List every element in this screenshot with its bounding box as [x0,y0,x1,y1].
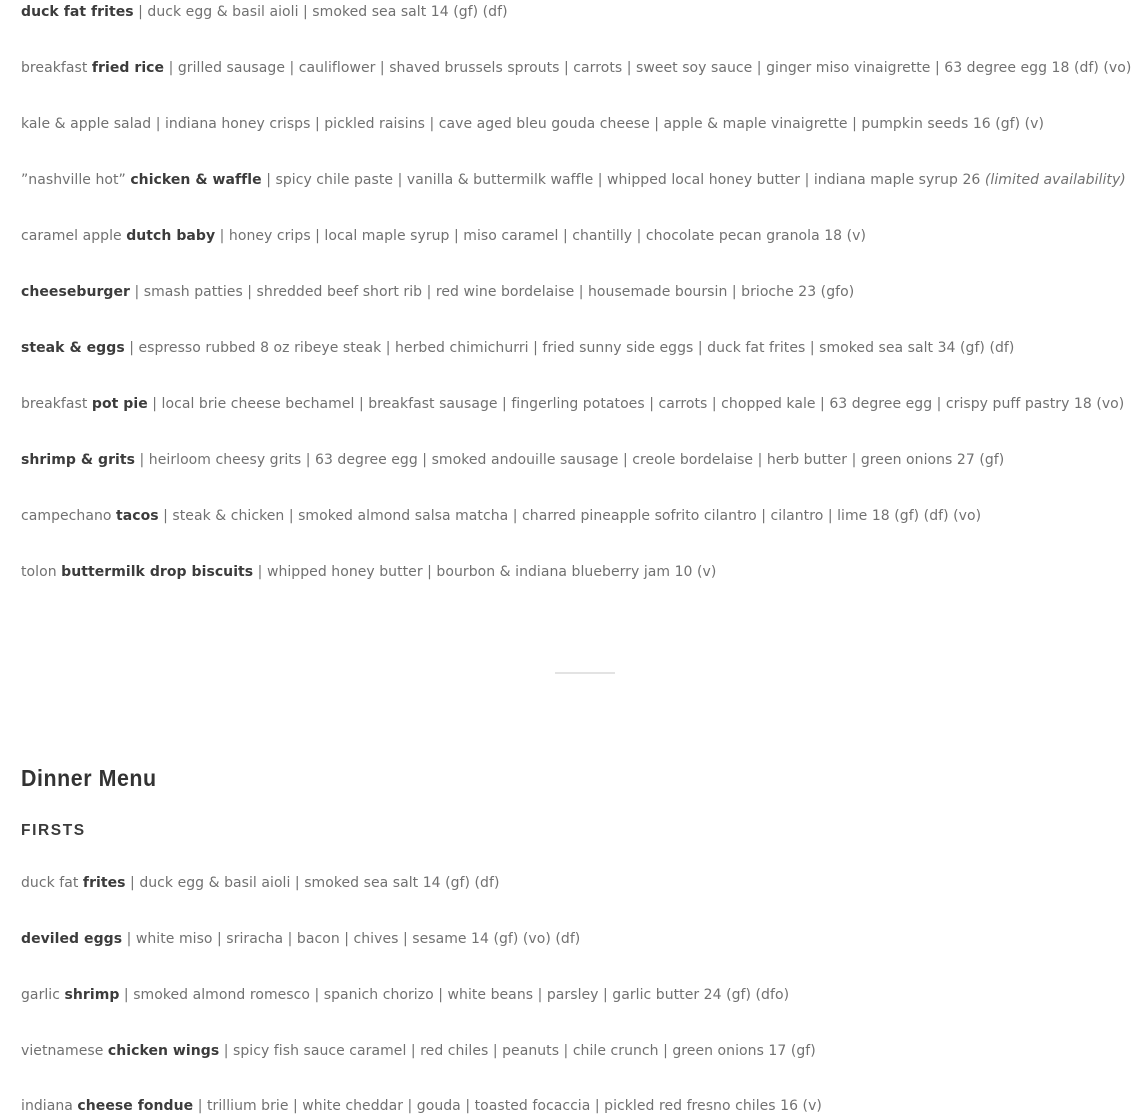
item-prefix: caramel apple [21,228,127,244]
item-prefix: campechano [21,508,117,524]
menu-item-fried-rice [21,56,1131,80]
item-name: duck fat frites [21,4,134,20]
menu-item-steak-eggs [21,336,1014,360]
menu-item-kale-apple-salad [21,112,1044,136]
item-name: frites [82,875,126,891]
item-details: | spicy chile paste | vanilla & buttermilk waffle | whipped local honey butter | indiana maple syrup 26 [261,172,985,188]
menu-item-frites [21,871,500,895]
menu-item-cheese-fondue [21,1094,822,1118]
item-name: buttermilk drop biscuits [61,564,254,580]
menu-item-duck-fat-frites [21,0,508,24]
menu-item-deviled-eggs [21,927,580,951]
item-prefix: ”nashville hot” [21,172,131,188]
item-prefix: tolon [21,564,62,580]
item-name: fried rice [91,60,165,76]
menu-item-chicken-waffle [21,168,1126,192]
item-name: shrimp & grits [21,452,136,468]
item-prefix: breakfast [21,60,92,76]
item-details: | local brie cheese bechamel | breakfast sausage | fingerling potatoes | carrots | chopped kale | 63 degree egg | crispy puff pastry 18 (vo) [147,396,1125,412]
dinner-menu-title: Dinner Menu [21,765,157,791]
item-details: | smash patties | shredded beef short rib | red wine bordelaise | housemade boursin | brioche 23 (gfo) [130,284,855,300]
menu-item-shrimp-grits [21,448,1004,472]
item-name: tacos [116,508,159,524]
item-details: | heirloom cheesy grits | 63 degree egg | smoked andouille sausage | creole bordelaise | herb butter | green onions 27 (gf) [135,452,1005,468]
item-prefix: breakfast [21,396,92,412]
item-name: pot pie [91,396,148,412]
menu-item-dutch-baby [21,224,866,248]
item-details: | spicy fish sauce caramel | red chiles | peanuts | chile crunch | green onions 17 (gf) [219,1043,816,1059]
item-details: | trillium brie | white cheddar | gouda | toasted focaccia | pickled red fresno chiles 16 (v) [193,1098,822,1114]
section-divider [555,672,615,674]
menu-item-garlic-shrimp [21,983,789,1007]
item-name: chicken & waffle [130,172,262,188]
item-prefix: garlic [21,987,65,1003]
firsts-heading: FIRSTS [21,822,86,839]
item-prefix: vietnamese [21,1043,108,1059]
item-name: cheese fondue [77,1098,194,1114]
item-name: cheeseburger [21,284,130,300]
item-name: steak & eggs [21,340,125,356]
availability-note: (limited availability) [984,172,1126,188]
item-name: dutch baby [126,228,216,244]
item-details: | duck egg & basil aioli | smoked sea salt 14 (gf) (df) [133,4,508,20]
item-name: chicken wings [107,1043,220,1059]
menu-item-chicken-wings [21,1039,816,1063]
item-prefix: duck fat [21,875,83,891]
menu-item-tacos [21,504,981,528]
menu-item-biscuits [21,560,716,584]
item-details: | grilled sausage | cauliflower | shaved brussels sprouts | carrots | sweet soy sauce | ginger miso vinaigrette | 63 degree egg 18 (df) (vo) [164,60,1131,76]
item-details: | smoked almond romesco | spanich chorizo | white beans | parsley | garlic butter 24 (gf) (dfo) [119,987,790,1003]
item-prefix: indiana [21,1098,78,1114]
menu-item-pot-pie [21,392,1124,416]
item-details: | duck egg & basil aioli | smoked sea salt 14 (gf) (df) [125,875,500,891]
menu-item-cheeseburger [21,280,854,304]
item-details: | whipped honey butter | bourbon & indiana blueberry jam 10 (v) [253,564,717,580]
item-name: shrimp [64,987,120,1003]
item-details: | honey crips | local maple syrup | miso caramel | chantilly | chocolate pecan granola 18 (v) [215,228,866,244]
item-details: | espresso rubbed 8 oz ribeye steak | herbed chimichurri | fried sunny side eggs | duck fat frites | smoked sea salt 34 (gf) (df) [124,340,1015,356]
item-text: kale & apple salad | indiana honey crisps | pickled raisins | cave aged bleu gouda cheese | apple & maple vinaigrette | pumpkin seeds 16 (gf) (v) [21,116,1045,132]
item-details: | steak & chicken | smoked almond salsa matcha | charred pineapple sofrito cilantro | cilantro | lime 18 (gf) (df) (vo) [158,508,982,524]
item-details: | white miso | sriracha | bacon | chives | sesame 14 (gf) (vo) (df) [122,931,581,947]
item-name: deviled eggs [21,931,123,947]
